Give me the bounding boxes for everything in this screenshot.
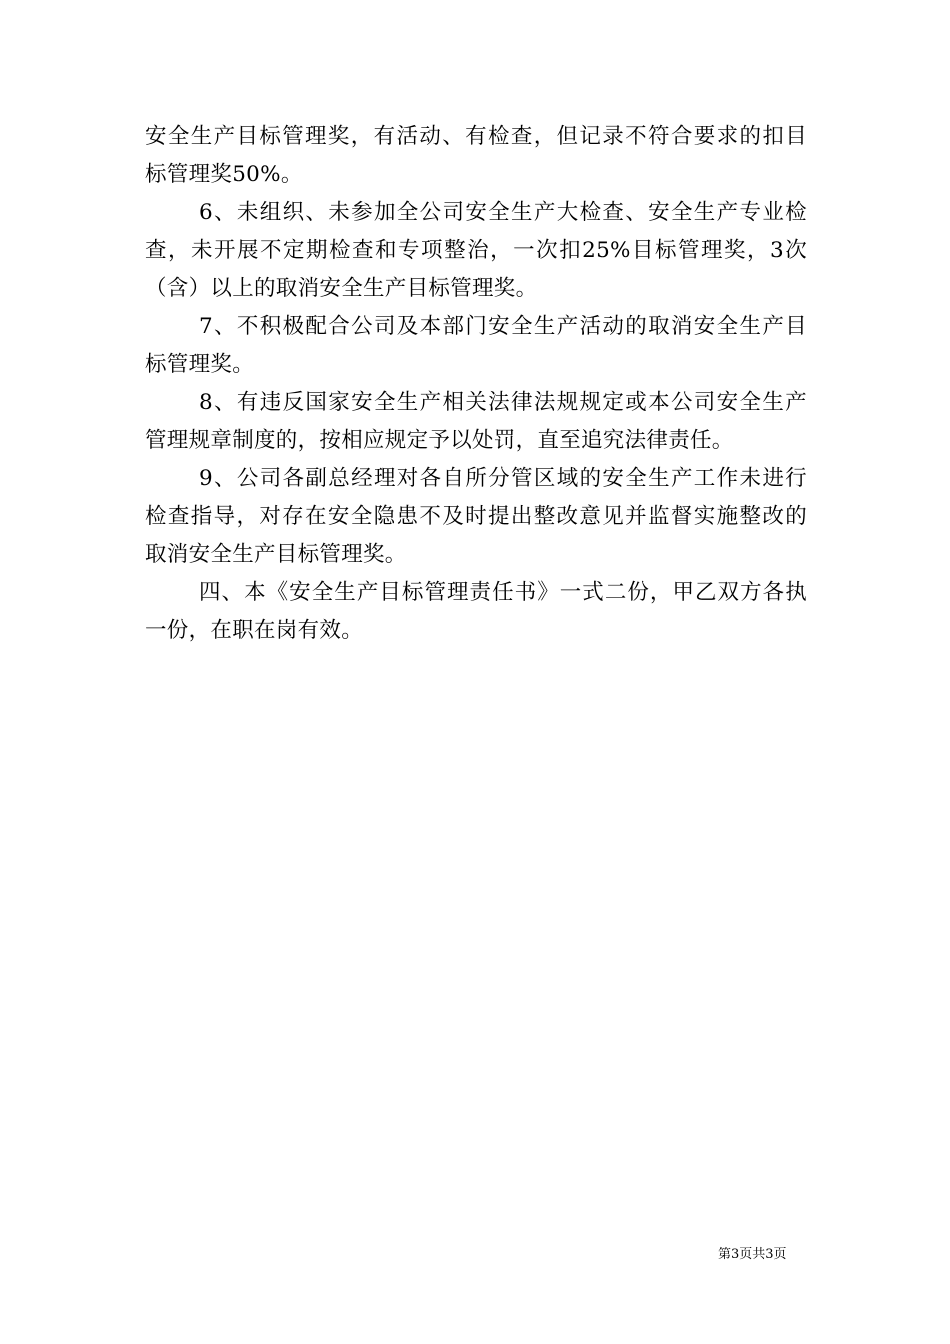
text-line: 一份，在职在岗有效。 bbox=[145, 618, 364, 643]
text-line: 检查指导，对存在安全隐患不及时提出整改意见并监督实施整改的 bbox=[145, 504, 807, 529]
text-line: 9、公司各副总经理对各自所分管区域的安全生产工作未进行 bbox=[199, 466, 807, 491]
paragraph-item-8 bbox=[145, 384, 807, 460]
text-line: （含）以上的取消安全生产目标管理奖。 bbox=[145, 276, 538, 301]
text-line: 7、不积极配合公司及本部门安全生产活动的取消安全生产目 bbox=[199, 314, 807, 339]
text-line: 6、未组织、未参加全公司安全生产大检查、安全生产专业检 bbox=[199, 200, 807, 225]
text-line: 标管理奖50%。 bbox=[145, 162, 303, 187]
text-line: 安全生产目标管理奖，有活动、有检查，但记录不符合要求的扣目 bbox=[145, 124, 807, 149]
text-line: 8、有违反国家安全生产相关法律法规规定或本公司安全生产 bbox=[199, 390, 807, 415]
text-line: 标管理奖。 bbox=[145, 352, 255, 377]
text-line: 查，未开展不定期检查和专项整治，一次扣25%目标管理奖，3次 bbox=[145, 238, 807, 263]
text-line: 取消安全生产目标管理奖。 bbox=[145, 542, 407, 567]
document-body bbox=[145, 118, 807, 650]
paragraph-continuation bbox=[145, 118, 807, 194]
paragraph-item-9 bbox=[145, 460, 807, 574]
paragraph-item-6 bbox=[145, 194, 807, 308]
text-line: 管理规章制度的，按相应规定予以处罚，直至追究法律责任。 bbox=[145, 428, 734, 453]
paragraph-section-4 bbox=[145, 574, 807, 650]
paragraph-item-7 bbox=[145, 308, 807, 384]
text-line: 四、本《安全生产目标管理责任书》一式二份，甲乙双方各执 bbox=[199, 580, 807, 605]
page-number-footer: 第3页共3页 bbox=[718, 1247, 787, 1262]
